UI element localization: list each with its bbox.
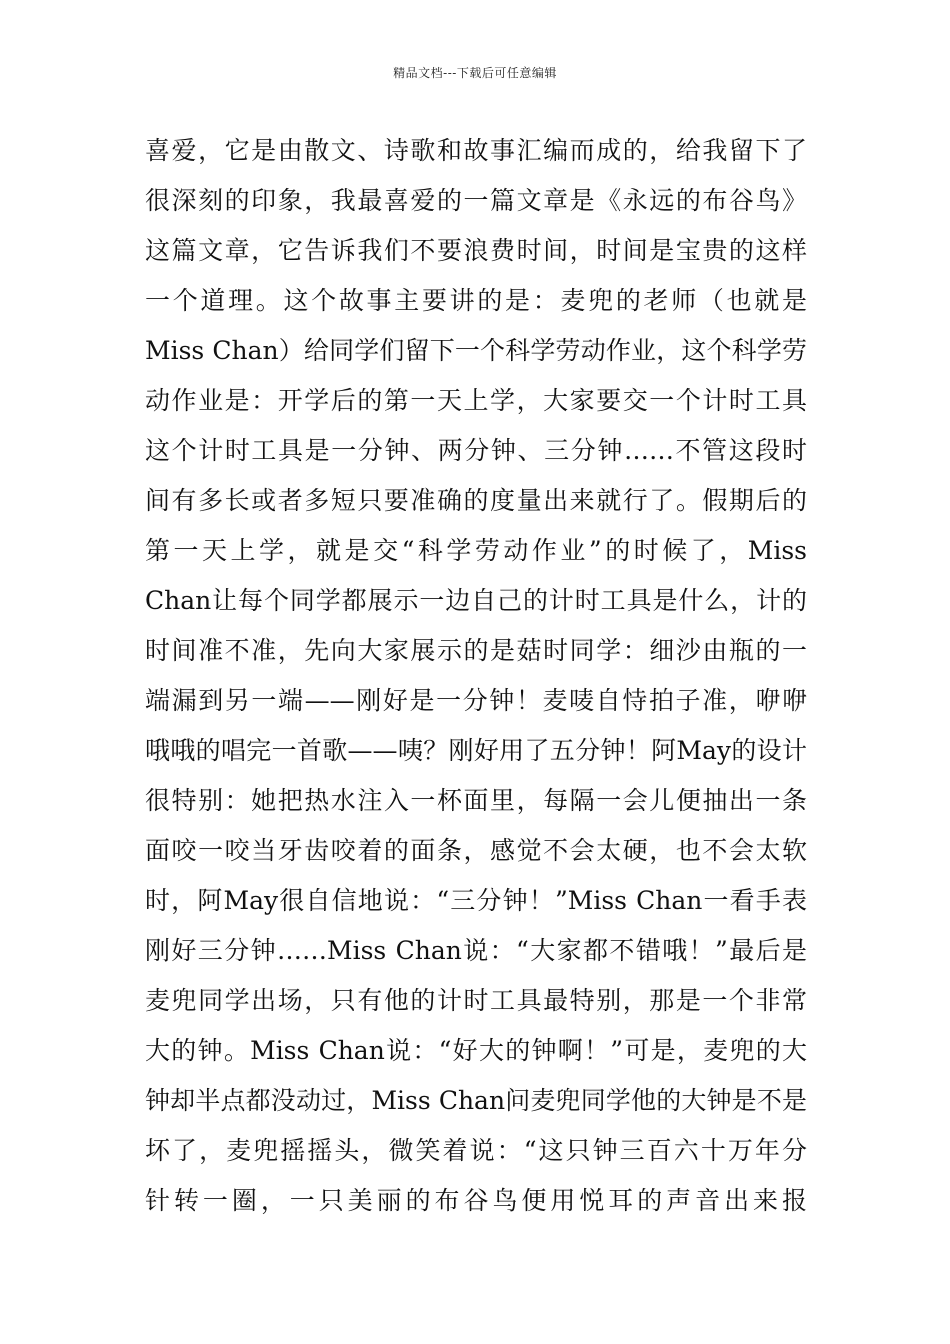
text-line: 间有多长或者多短只要准确的度量出来就行了。假期后的 [145,486,807,515]
text-line: 喜爱，它是由散文、诗歌和故事汇编而成的，给我留下了 [145,136,807,165]
text-line: 很深刻的印象，我最喜爱的一篇文章是《永远的布谷鸟》 [145,186,807,215]
text-line: 针转一圈，一只美丽的布谷鸟便用悦耳的声音出来报 [145,1186,807,1215]
body-text [145,126,807,1226]
text-line: 面咬一咬当牙齿咬着的面条，感觉不会太硬，也不会太软 [145,836,807,865]
text-line: 大的钟。Miss Chan说：“好大的钟啊！”可是，麦兜的大 [145,1036,807,1065]
text-line: 第一天上学，就是交“科学劳动作业”的时候了，Miss [145,536,807,565]
text-line: Miss Chan）给同学们留下一个科学劳动作业，这个科学劳 [145,336,807,365]
text-line: 这篇文章，它告诉我们不要浪费时间，时间是宝贵的这样 [145,236,807,265]
text-line: 很特别：她把热水注入一杯面里，每隔一会儿便抽出一条 [145,786,807,815]
text-line: 麦兜同学出场，只有他的计时工具最特别，那是一个非常 [145,986,807,1015]
text-line: 刚好三分钟……Miss Chan说：“大家都不错哦！”最后是 [145,936,807,965]
text-line: 时间准不准，先向大家展示的是菇时同学：细沙由瓶的一 [145,636,807,665]
text-line: 动作业是：开学后的第一天上学，大家要交一个计时工具 [145,386,807,415]
text-line: 时，阿May很自信地说：“三分钟！”Miss Chan一看手表 [145,886,807,915]
text-line: 哦哦的唱完一首歌——咦？刚好用了五分钟！阿May的设计 [145,736,807,765]
text-line: 这个计时工具是一分钟、两分钟、三分钟……不管这段时 [145,436,807,465]
text-line: 钟却半点都没动过，Miss Chan问麦兜同学他的大钟是不是 [145,1086,807,1115]
text-line: Chan让每个同学都展示一边自己的计时工具是什么，计的 [145,586,807,615]
text-line: 坏了，麦兜摇摇头，微笑着说：“这只钟三百六十万年分 [145,1136,807,1165]
page-header: 精品文档---下载后可任意编辑 [393,66,557,80]
text-line: 一个道理。这个故事主要讲的是：麦兜的老师（也就是 [145,286,807,315]
text-line: 端漏到另一端——刚好是一分钟！麦唛自恃拍子准，咿咿 [145,686,807,715]
